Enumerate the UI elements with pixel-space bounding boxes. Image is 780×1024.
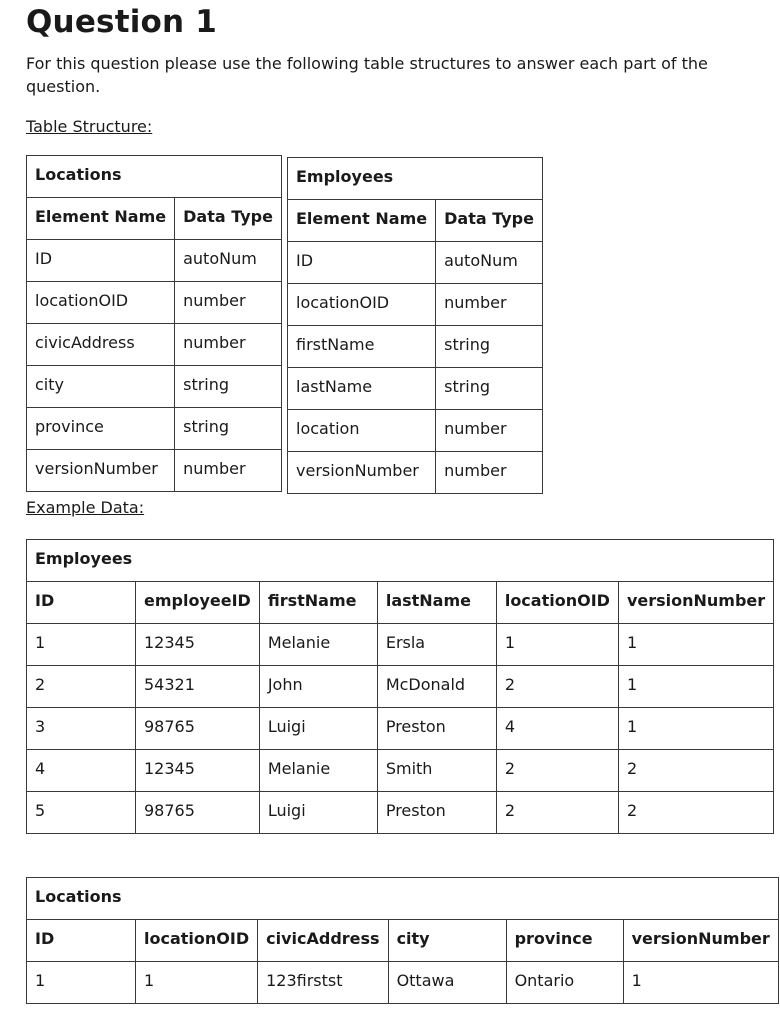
table-cell: number bbox=[175, 282, 282, 324]
table-cell: 123firstst bbox=[258, 962, 388, 1004]
table-cell: number bbox=[175, 450, 282, 492]
column-header: Element Name bbox=[27, 198, 175, 240]
column-header: employeeID bbox=[136, 582, 260, 624]
table-cell: lastName bbox=[288, 368, 436, 410]
table-cell: 2 bbox=[618, 750, 773, 792]
table-cell: ID bbox=[288, 242, 436, 284]
table-cell: John bbox=[259, 666, 377, 708]
table-cell: Preston bbox=[377, 708, 496, 750]
example-data-label: Example Data: bbox=[26, 498, 145, 517]
table-cell: locationOID bbox=[27, 282, 175, 324]
column-header: ID bbox=[27, 920, 136, 962]
table-cell: Melanie bbox=[259, 750, 377, 792]
column-header: lastName bbox=[377, 582, 496, 624]
table-caption: Employees bbox=[27, 540, 774, 582]
table-cell: Smith bbox=[377, 750, 496, 792]
table-cell: 12345 bbox=[136, 624, 260, 666]
table-cell: autoNum bbox=[175, 240, 282, 282]
table-cell: 1 bbox=[27, 962, 136, 1004]
table-caption: Employees bbox=[288, 158, 543, 200]
table-cell: number bbox=[175, 324, 282, 366]
table-cell: 1 bbox=[496, 624, 618, 666]
table-cell: 2 bbox=[27, 666, 136, 708]
table-cell: string bbox=[175, 408, 282, 450]
table-cell: 1 bbox=[618, 708, 773, 750]
table-row bbox=[27, 962, 779, 1004]
table-cell: 4 bbox=[27, 750, 136, 792]
table-row bbox=[288, 242, 543, 284]
table-cell: versionNumber bbox=[288, 452, 436, 494]
table-cell: number bbox=[436, 410, 543, 452]
table-row bbox=[27, 750, 774, 792]
table-cell: string bbox=[175, 366, 282, 408]
table-cell: 98765 bbox=[136, 792, 260, 834]
table-cell: 1 bbox=[623, 962, 778, 1004]
column-header: ID bbox=[27, 582, 136, 624]
table-cell: 1 bbox=[27, 624, 136, 666]
table-cell: McDonald bbox=[377, 666, 496, 708]
table-cell: civicAddress bbox=[27, 324, 175, 366]
table-cell: 3 bbox=[27, 708, 136, 750]
column-header: locationOID bbox=[496, 582, 618, 624]
column-header: versionNumber bbox=[618, 582, 773, 624]
table-row bbox=[288, 452, 543, 494]
table-cell: 2 bbox=[496, 792, 618, 834]
table-cell: autoNum bbox=[436, 242, 543, 284]
table-row bbox=[27, 240, 282, 282]
table-cell: ID bbox=[27, 240, 175, 282]
table-cell: Luigi bbox=[259, 708, 377, 750]
table-cell: string bbox=[436, 368, 543, 410]
column-header: province bbox=[506, 920, 623, 962]
table-cell: locationOID bbox=[288, 284, 436, 326]
table-cell: Melanie bbox=[259, 624, 377, 666]
table-row bbox=[27, 408, 282, 450]
table-row bbox=[288, 326, 543, 368]
table-cell: 5 bbox=[27, 792, 136, 834]
table-row bbox=[27, 708, 774, 750]
table-cell: number bbox=[436, 452, 543, 494]
table-cell: 12345 bbox=[136, 750, 260, 792]
table-cell: Preston bbox=[377, 792, 496, 834]
table-cell: province bbox=[27, 408, 175, 450]
table-cell: firstName bbox=[288, 326, 436, 368]
example-locations-table bbox=[26, 877, 779, 1004]
intro-text: For this question please use the following table structures to answer each part of the question. bbox=[26, 54, 708, 96]
column-header: firstName bbox=[259, 582, 377, 624]
table-cell: 2 bbox=[618, 792, 773, 834]
structure-employees-table bbox=[287, 157, 543, 494]
table-caption: Locations bbox=[27, 156, 282, 198]
structure-locations-table bbox=[26, 155, 282, 492]
table-row bbox=[27, 792, 774, 834]
table-cell: Ontario bbox=[506, 962, 623, 1004]
table-cell: 1 bbox=[618, 624, 773, 666]
table-row bbox=[288, 410, 543, 452]
table-cell: 2 bbox=[496, 666, 618, 708]
column-header: civicAddress bbox=[258, 920, 388, 962]
table-caption: Locations bbox=[27, 878, 779, 920]
column-header: locationOID bbox=[136, 920, 258, 962]
column-header: versionNumber bbox=[623, 920, 778, 962]
table-cell: city bbox=[27, 366, 175, 408]
table-cell: location bbox=[288, 410, 436, 452]
table-cell: number bbox=[436, 284, 543, 326]
table-row bbox=[27, 666, 774, 708]
example-employees-table bbox=[26, 539, 774, 834]
column-header: Element Name bbox=[288, 200, 436, 242]
table-cell: 4 bbox=[496, 708, 618, 750]
table-row bbox=[27, 450, 282, 492]
table-row bbox=[27, 282, 282, 324]
table-cell: 2 bbox=[496, 750, 618, 792]
table-row bbox=[27, 366, 282, 408]
table-row bbox=[27, 324, 282, 366]
table-cell: string bbox=[436, 326, 543, 368]
table-row bbox=[27, 624, 774, 666]
column-header: city bbox=[388, 920, 506, 962]
table-cell: 1 bbox=[136, 962, 258, 1004]
table-structure-label: Table Structure: bbox=[26, 117, 153, 136]
table-cell: versionNumber bbox=[27, 450, 175, 492]
table-row bbox=[288, 368, 543, 410]
table-cell: 1 bbox=[618, 666, 773, 708]
page-title: Question 1 bbox=[26, 4, 218, 40]
table-cell: 54321 bbox=[136, 666, 260, 708]
column-header: Data Type bbox=[175, 198, 282, 240]
column-header: Data Type bbox=[436, 200, 543, 242]
table-row bbox=[288, 284, 543, 326]
table-cell: Ottawa bbox=[388, 962, 506, 1004]
table-cell: 98765 bbox=[136, 708, 260, 750]
table-cell: Luigi bbox=[259, 792, 377, 834]
table-cell: Ersla bbox=[377, 624, 496, 666]
